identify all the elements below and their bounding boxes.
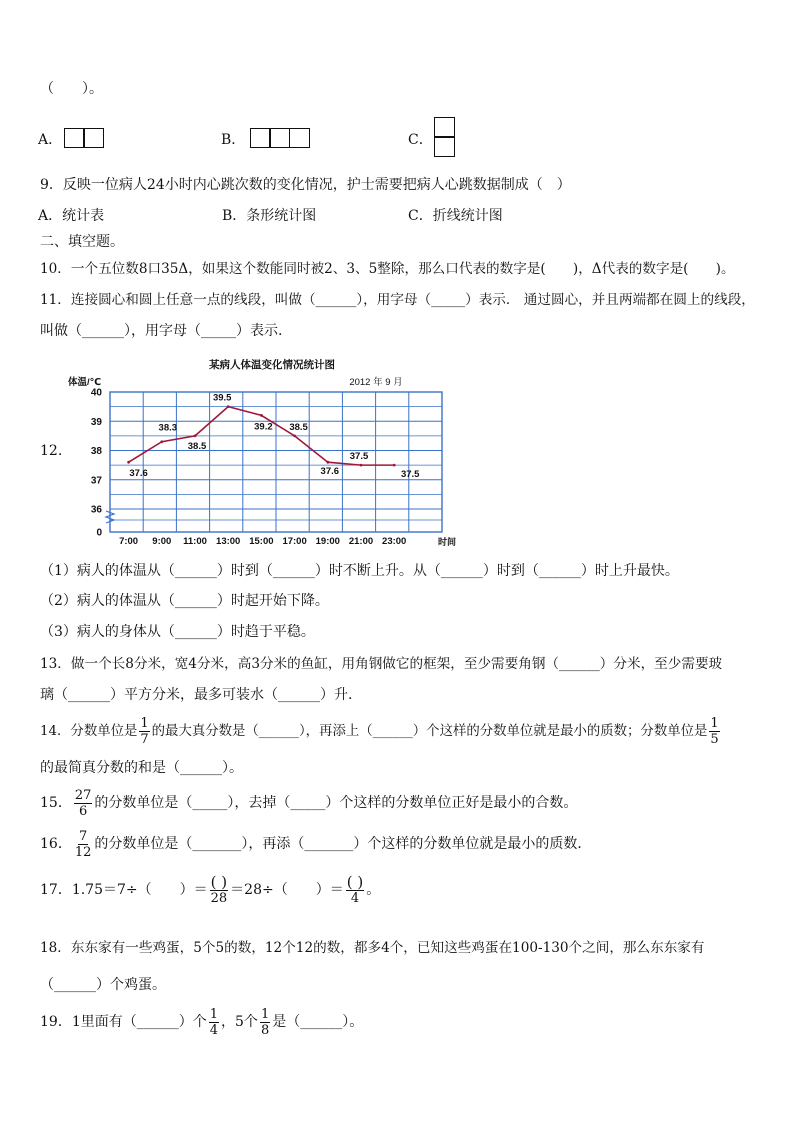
q12-number: 12.: [40, 443, 63, 459]
q11-line1: 11．连接圆心和圆上任意一点的线段，叫做（______），用字母（_____）表示． 通过圆心，并且两端都在圆上的线段，: [40, 292, 755, 308]
temperature-line-chart: [60, 352, 460, 548]
q19-fraction-2-denominator: 8: [260, 1022, 270, 1038]
q8-option-c-label: C．: [408, 132, 433, 148]
q17-fraction-2-denominator: 4: [350, 891, 360, 906]
x-tick-label: 7:00: [119, 536, 139, 547]
q14-line1: [40, 714, 722, 750]
chart-title: 某病人体温变化情况统计图: [209, 359, 335, 371]
q19-fraction-2-numerator: 1: [260, 1006, 270, 1022]
q14-fraction-1-denominator: 7: [140, 732, 149, 747]
q16-line: [40, 826, 591, 862]
q17-line: [40, 871, 380, 909]
data-label: 37.5: [400, 469, 420, 481]
x-tick-label: 17:00: [282, 536, 307, 547]
q15-fraction-denominator: 6: [78, 803, 88, 819]
x-tick-label: 13:00: [216, 536, 241, 547]
q17-part3: 。: [366, 882, 381, 898]
y-tick-label: 37: [90, 475, 102, 487]
q17-part1: 17．1.75＝7÷（ ）＝: [40, 882, 208, 898]
y-tick-label: 36: [90, 504, 102, 516]
q14-part2: 的最大真分数是（______），再添上（______）个这样的分数单位就是最小的质数；分数单位是: [151, 724, 708, 739]
q15-line: [40, 785, 577, 821]
y-tick-label: 39: [90, 416, 102, 428]
q10-text: 10．一个五位数8口35Δ，如果这个数能同时被2、3、5整除，那么口代表的数字是( )，Δ代表的数字是( )。: [40, 261, 735, 277]
q19-part3: 是（______）。: [272, 1014, 364, 1030]
q19-fraction-1: [209, 1007, 219, 1038]
temperature-point: [360, 464, 363, 467]
q15-fraction: [74, 788, 93, 819]
temperature-point: [260, 414, 263, 417]
temperature-point: [160, 440, 163, 443]
q17-fraction-1: [210, 874, 229, 906]
x-tick-label: 19:00: [315, 536, 340, 547]
temperature-point: [227, 405, 230, 408]
q8-option-b-label: B．: [221, 132, 246, 148]
x-tick-label: 15:00: [249, 536, 274, 547]
data-label: 38.3: [158, 422, 178, 434]
q12-sub3: （3）病人的身体从（______）时趋于平稳。: [40, 624, 315, 640]
q15-fraction-numerator: 27: [74, 787, 92, 803]
chart-y-axis-label: 体温/℃: [68, 377, 102, 388]
chart-subtitle: 2012 年 9 月: [349, 377, 403, 388]
temperature-point: [194, 434, 197, 437]
q14-fraction-1: [139, 716, 149, 747]
q13-line1: 13．做一个长8分米，宽4分米，高3分米的鱼缸，用角钢做它的框架，至少需要角钢（______）分米，至少需要玻: [40, 656, 723, 672]
q14-fraction-2-denominator: 5: [710, 732, 719, 747]
q8-option-b-figure: [250, 128, 308, 148]
q8-option-a-figure: [64, 128, 103, 148]
q8-option-a-label: A．: [38, 132, 63, 148]
chart-marks: [127, 393, 420, 481]
temperature-point: [293, 434, 296, 437]
q8-tail: （ ）。: [40, 81, 103, 97]
q14-fraction-2-numerator: 1: [710, 716, 719, 731]
data-label: 37.6: [320, 466, 340, 478]
section-heading: 二、填空题。: [40, 234, 124, 250]
q17-fraction-2-numerator: ( ): [346, 873, 364, 891]
q12-sub1: （1）病人的体温从（______）时到（______）时不断上升。从（______）时到（______）时上升最快。: [40, 563, 679, 579]
q16-fraction-numerator: 7: [78, 828, 88, 844]
y-tick-label: 38: [90, 446, 102, 457]
q14-part1: 14．分数单位是: [40, 724, 138, 739]
q17-fraction-2: [346, 874, 364, 906]
q14-line2: 的最简真分数的和是（______）。: [40, 760, 243, 776]
data-label: 39.2: [254, 421, 273, 433]
q12-sub2: （2）病人的体温从（______）时起开始下降。: [40, 593, 329, 609]
data-label: 37.6: [129, 468, 148, 480]
q19-fraction-1-numerator: 1: [209, 1006, 219, 1022]
q16-fraction: [74, 829, 93, 860]
data-label: 37.5: [349, 451, 369, 463]
q16-text: 的分数单位是（_______），再添（_______）个这样的分数单位就是最小的质数．: [94, 836, 592, 852]
q18-line1: 18．东东家有一些鸡蛋，5个5的数，12个12的数，都多4个，已知这些鸡蛋在100-130个之间，那么东东家有: [40, 940, 705, 956]
y-tick-label: 0: [96, 527, 102, 539]
q16-fraction-denominator: 12: [74, 844, 92, 860]
q19-part2: ，5个: [221, 1014, 258, 1030]
q14-fraction-2: [709, 716, 719, 747]
q19-fraction-2: [260, 1007, 270, 1038]
q15-number: 15．: [40, 795, 72, 811]
temperature-point: [127, 461, 130, 464]
data-label: 38.5: [289, 421, 308, 433]
chart-grid: [106, 392, 442, 532]
q19-line: [40, 1003, 363, 1041]
q16-number: 16．: [40, 836, 72, 852]
q19-part1: 19．1里面有（______）个: [40, 1014, 207, 1030]
q9-option-c: C．折线统计图: [408, 208, 503, 224]
chart-x-axis-label: 时间: [438, 537, 457, 547]
temperature-point: [326, 461, 329, 464]
x-tick-label: 23:00: [382, 536, 407, 547]
q15-text: 的分数单位是（_____），去掉（_____）个这样的分数单位正好是最小的合数。: [94, 795, 578, 811]
q9-option-b: B．条形统计图: [222, 208, 317, 224]
q17-fraction-1-numerator: ( ): [210, 873, 228, 891]
temperature-point: [393, 464, 396, 467]
x-tick-label: 21:00: [348, 536, 374, 547]
q9-text: 9．反映一位病人24小时内心跳次数的变化情况，护士需要把病人心跳数据制成（ ）: [40, 177, 571, 193]
data-label: 39.5: [212, 392, 232, 404]
data-label: 38.5: [187, 440, 207, 452]
q8-option-c-figure: [434, 117, 455, 156]
x-tick-label: 11:00: [183, 536, 207, 547]
q17-fraction-1-denominator: 28: [210, 891, 228, 906]
q14-fraction-1-numerator: 1: [140, 716, 149, 731]
q11-line2: 叫做（______），用字母（_____）表示.: [40, 323, 283, 339]
q9-option-a: A．统计表: [38, 208, 105, 224]
q18-line2: （______）个鸡蛋。: [40, 977, 166, 993]
x-tick-label: 9:00: [152, 536, 172, 547]
y-tick-label: 40: [90, 387, 102, 399]
q17-part2: ＝28÷（ ）＝: [230, 882, 344, 898]
q19-fraction-1-denominator: 4: [209, 1022, 219, 1038]
q13-line2: 璃（______）平方分米，最多可装水（______）升.: [40, 687, 353, 703]
